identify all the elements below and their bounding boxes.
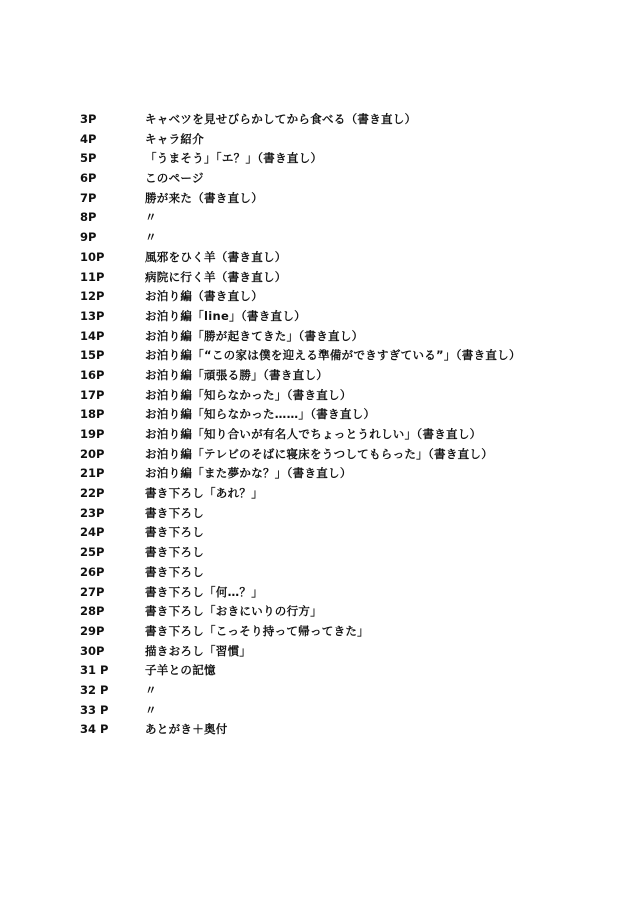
- toc-row: [0, 268, 634, 288]
- page-title: 子羊との記憶: [145, 663, 216, 678]
- toc-row: [0, 346, 634, 366]
- page-title: お泊り編「知り合いが有名人でちょっとうれしい」（書き直し）: [145, 427, 482, 441]
- toc-row: [0, 622, 634, 642]
- page-number: 5P: [80, 151, 97, 166]
- toc-row: [0, 523, 634, 543]
- page-title: 書き下ろし: [145, 505, 204, 520]
- page-number: 8P: [80, 210, 97, 225]
- page-title: 病院に行く羊（書き直し）: [145, 269, 287, 284]
- page-title: 〃: [145, 702, 157, 717]
- page-number: 7P: [80, 190, 97, 205]
- toc-row: [0, 386, 634, 406]
- page-number: 16P: [80, 367, 105, 382]
- page-number: 26P: [80, 564, 105, 579]
- toc-row: [0, 208, 634, 228]
- toc-row: [0, 405, 634, 425]
- toc-row: [0, 248, 634, 268]
- page-number: 29P: [80, 623, 105, 638]
- page-number: 28P: [80, 604, 105, 619]
- page-title: お泊り編「勝が起きてきた」（書き直し）: [145, 328, 364, 343]
- toc-row: [0, 701, 634, 721]
- page-number: 20P: [80, 446, 105, 461]
- toc-row: [0, 149, 634, 169]
- page-title: 書き下ろし「おきにいりの行方」: [145, 604, 322, 619]
- page-number: 10P: [80, 249, 105, 264]
- toc-row: [0, 661, 634, 681]
- toc-row: [0, 464, 634, 484]
- page-number: 11P: [80, 269, 105, 284]
- page-number: 25P: [80, 545, 105, 560]
- page-number: 6P: [80, 171, 97, 186]
- page-title: お泊り編「line」（書き直し）: [145, 308, 306, 323]
- page-number: 27P: [80, 584, 105, 599]
- toc-row: [0, 445, 634, 465]
- page-number: 21P: [80, 466, 105, 481]
- page-title: このページ: [145, 171, 204, 186]
- page-title: お泊り編（書き直し）: [145, 289, 263, 304]
- page-number: 14P: [80, 328, 105, 343]
- page-title: あとがき＋奥付: [145, 722, 228, 737]
- page-number: 23P: [80, 505, 105, 520]
- toc-row: [0, 681, 634, 701]
- page-number: 33 P: [80, 702, 109, 717]
- toc-row: [0, 425, 634, 445]
- toc-row: [0, 189, 634, 209]
- toc-row: [0, 287, 634, 307]
- page-number: 34 P: [80, 722, 109, 737]
- page-title: キャラ紹介: [145, 131, 204, 146]
- toc-row: [0, 169, 634, 189]
- page-number: 32 P: [80, 682, 109, 697]
- toc-row: [0, 484, 634, 504]
- page-title: お泊り編「知らなかった」（書き直し）: [145, 387, 352, 402]
- page-title: 勝が来た（書き直し）: [145, 190, 263, 205]
- table-of-contents: [0, 110, 634, 740]
- page-number: 15P: [80, 348, 105, 363]
- page-title: お泊り編「また夢かな？」（書き直し）: [145, 466, 352, 481]
- page-title: 書き下ろし: [145, 545, 204, 560]
- page-number: 12P: [80, 289, 105, 304]
- page-number: 17P: [80, 387, 105, 402]
- page-title: お泊り編「テレビのそばに寝床をうつしてもらった」（書き直し）: [145, 446, 494, 461]
- toc-row: [0, 504, 634, 524]
- page-title: 〃: [145, 210, 157, 225]
- toc-row: [0, 720, 634, 740]
- toc-row: [0, 602, 634, 622]
- page-title: お泊り編「頑張る勝」（書き直し）: [145, 367, 329, 382]
- page-number: 18P: [80, 407, 105, 422]
- toc-row: [0, 563, 634, 583]
- page-number: 3P: [80, 112, 97, 126]
- page-title: 書き下ろし: [145, 525, 204, 540]
- page-title: 書き下ろし「こっそり持って帰ってきた」: [145, 623, 369, 638]
- page-number: 30P: [80, 643, 105, 658]
- page-number: 4P: [80, 131, 97, 146]
- toc-row: [0, 228, 634, 248]
- page-number: 9P: [80, 230, 97, 245]
- page-title: お泊り編「“この家は僕を迎える準備ができすぎている”」（書き直し）: [145, 348, 521, 363]
- page-number: 24P: [80, 525, 105, 540]
- page-number: 22P: [80, 486, 105, 501]
- toc-row: [0, 327, 634, 347]
- page-title: 書き下ろし「何…？」: [145, 584, 263, 599]
- page-title: キャベツを見せびらかしてから食べる（書き直し）: [145, 112, 417, 126]
- toc-row: [0, 642, 634, 662]
- page-title: 描きおろし「習慣」: [145, 643, 252, 658]
- toc-row: [0, 366, 634, 386]
- page-title: 風邪をひく羊（書き直し）: [145, 249, 287, 264]
- toc-row: [0, 130, 634, 150]
- page-number: 19P: [80, 427, 105, 441]
- toc-row: [0, 543, 634, 563]
- toc-row: [0, 110, 634, 130]
- page-title: 〃: [145, 682, 157, 697]
- page-title: 書き下ろし: [145, 564, 204, 579]
- page-title: お泊り編「知らなかった……」（書き直し）: [145, 407, 376, 422]
- toc-row: [0, 307, 634, 327]
- page-number: 31 P: [80, 663, 109, 678]
- page-title: 書き下ろし「あれ？」: [145, 486, 263, 501]
- toc-row: [0, 583, 634, 603]
- page-title: 〃: [145, 230, 157, 245]
- page-title: 「うまそう」「エ？」（書き直し）: [145, 151, 323, 166]
- page-number: 13P: [80, 308, 105, 323]
